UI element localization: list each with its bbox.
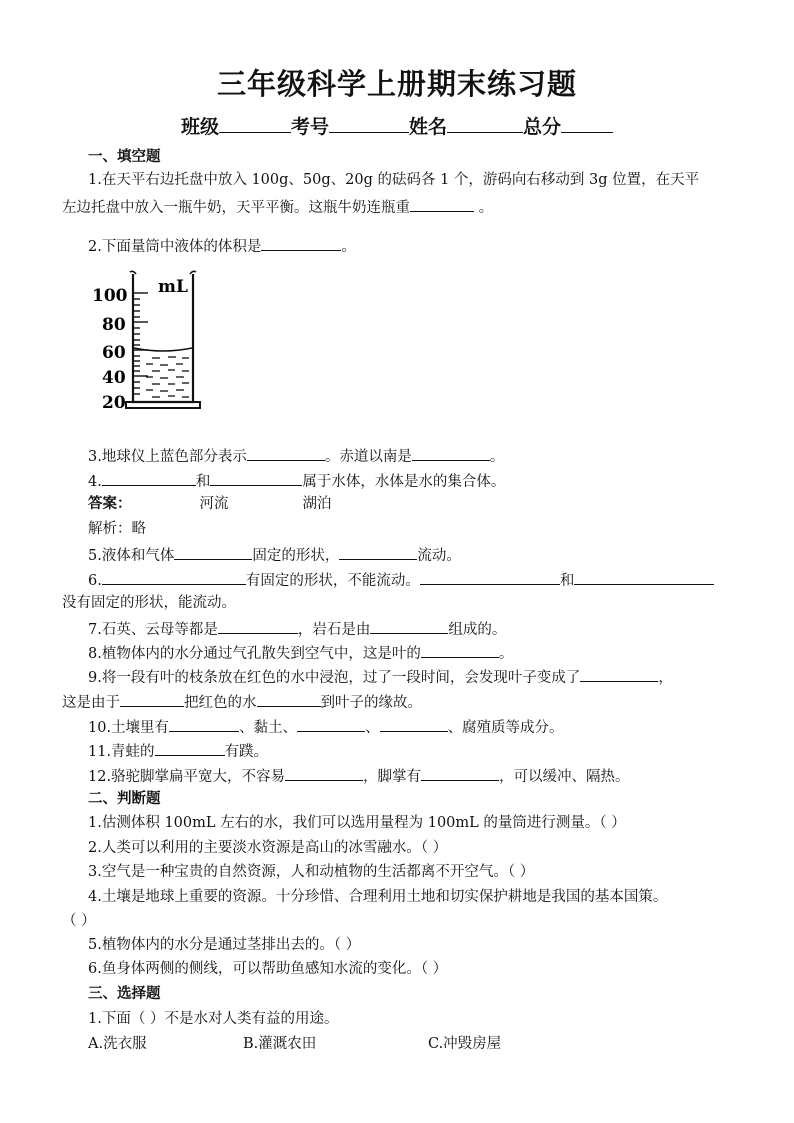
q10-blank-3[interactable] <box>380 715 448 732</box>
score-blank[interactable] <box>561 116 613 133</box>
q9-text-d: 把红色的水 <box>184 695 257 711</box>
class-label: 班级 <box>180 116 219 138</box>
q3-text-c: 。 <box>489 449 505 465</box>
question-11 <box>88 739 268 762</box>
q1-blank[interactable] <box>410 195 474 212</box>
question-5 <box>88 543 461 566</box>
q6-blank-3[interactable] <box>574 568 714 585</box>
q3-blank-1[interactable] <box>247 444 325 461</box>
q12-text-a: 12.骆驼脚掌扁平宽大，不容易 <box>88 769 286 785</box>
judge-question-4-line1: 4.土壤是地球上重要的资源。十分珍惜、合理利用土地和切实保护耕地是我国的基本国策。 <box>88 889 668 905</box>
q8-text-a: 8.植物体内的水分通过气孔散失到空气中，这是叶的 <box>88 646 421 662</box>
q8-text-b: 。 <box>498 646 514 662</box>
q5-text-c: 流动。 <box>417 548 461 564</box>
section-heading-text: 三、选择题 <box>88 986 161 1002</box>
q12-text-b: ，脚掌有 <box>363 769 422 785</box>
question-2 <box>88 234 356 257</box>
q12-text-c: ，可以缓冲、隔热。 <box>499 769 630 785</box>
exam-no-label: 考号 <box>290 116 329 138</box>
choice-question-1: 1.下面（ ）不是水对人类有益的用途。 <box>88 1011 339 1027</box>
tick-label-80: 80 <box>102 315 126 335</box>
q7-blank-1[interactable] <box>218 617 298 634</box>
section-heading-text: 二、判断题 <box>88 791 161 807</box>
q9-blank-1[interactable] <box>580 665 658 682</box>
cylinder-scale-ticks <box>133 293 148 394</box>
q10-text-b: 、黏土、 <box>239 720 298 736</box>
question-9-line2 <box>62 690 422 713</box>
section-heading-choice <box>88 984 161 1004</box>
judge-question-2: 2.人类可以利用的主要淡水资源是高山的冰雪融水。（ ） <box>88 840 448 856</box>
q9-text-b: ， <box>658 670 673 686</box>
q9-text-a: 9.将一段有叶的枝条放在红色的水中浸泡，过了一段时间，会发现叶子变成了 <box>88 670 581 686</box>
q6-text-a: 6. <box>88 573 102 589</box>
answer-line <box>88 494 332 514</box>
q5-text-b: 固定的形状， <box>252 548 340 564</box>
tick-label-40: 40 <box>102 368 126 388</box>
q7-text-b: ，岩石是由 <box>297 622 371 638</box>
q2-text: 2.下面量筒中液体的体积是 <box>88 239 262 255</box>
judge-question-3: 3.空气是一种宝贵的自然资源，人和动植物的生活都离不开空气。（ ） <box>88 864 535 880</box>
class-blank[interactable] <box>219 116 291 133</box>
q8-blank[interactable] <box>421 641 499 658</box>
q9-blank-3[interactable] <box>257 690 321 707</box>
question-8 <box>88 641 513 664</box>
q4-blank-2[interactable] <box>210 469 302 486</box>
student-info-line <box>0 112 794 139</box>
q4-text-c: 属于水体，水体是水的集合体。 <box>302 474 506 490</box>
option-c[interactable]: C.冲毁房屋 <box>428 1036 502 1052</box>
option-b[interactable]: B.灌溉农田 <box>243 1036 317 1052</box>
q9-text-e: 到叶子的缘故。 <box>320 695 422 711</box>
q10-blank-2[interactable] <box>297 715 365 732</box>
judge-question-1: 1.估测体积 100mL 左右的水，我们可以选用量程为 100mL 的量筒进行测量。（ ） <box>88 815 626 831</box>
question-1-line2 <box>62 195 493 218</box>
q11-text-a: 11.青蛙的 <box>88 744 155 760</box>
q11-blank[interactable] <box>155 739 225 756</box>
q9-text-c: 这是由于 <box>62 695 120 711</box>
name-blank[interactable] <box>447 116 523 133</box>
section-heading-judge <box>88 789 161 809</box>
judge-question-4-line2: （ ） <box>62 913 96 929</box>
q10-text-d: 、腐殖质等成分。 <box>447 720 564 736</box>
q12-blank-2[interactable] <box>421 764 499 781</box>
exam-no-blank[interactable] <box>329 116 409 133</box>
q12-blank-1[interactable] <box>285 764 363 781</box>
answer-label: 答案： <box>88 496 132 512</box>
measuring-cylinder-figure <box>90 268 210 438</box>
q5-blank-2[interactable] <box>339 543 417 560</box>
question-3 <box>88 444 504 467</box>
answer-value-1: 河流 <box>199 496 229 512</box>
q2-blank[interactable] <box>261 234 341 251</box>
name-label: 姓名 <box>409 116 448 138</box>
liquid-hatching <box>146 357 189 397</box>
q5-blank-1[interactable] <box>174 543 252 560</box>
question-1-line1: 1.在天平右边托盘中放入 100g、50g、20g 的砝码各 1 个，游码向右移动到 3g 位置，在天平 <box>88 172 700 188</box>
option-a[interactable]: A.洗衣服 <box>88 1036 147 1052</box>
q4-text-a: 4. <box>88 474 102 490</box>
question-10 <box>88 715 564 738</box>
tick-label-60: 60 <box>102 343 126 363</box>
q3-text-b: 。赤道以南是 <box>324 449 412 465</box>
choice-question-1-options <box>88 1034 501 1054</box>
cylinder-unit-label: mL <box>158 277 188 297</box>
section-heading-fill <box>88 147 161 167</box>
q1-text: 左边托盘中放入一瓶牛奶，天平平衡。这瓶牛奶连瓶重 <box>62 200 410 216</box>
question-7 <box>88 617 506 640</box>
q6-blank-1[interactable] <box>102 568 246 585</box>
q4-text-b: 和 <box>195 474 211 490</box>
q7-blank-2[interactable] <box>370 617 448 634</box>
question-6-line2: 没有固定的形状，能流动。 <box>62 595 236 611</box>
page-title: 三年级科学上册期末练习题 <box>216 67 577 101</box>
q7-text-a: 7.石英、云母等都是 <box>88 622 218 638</box>
section-heading-text: 一、填空题 <box>88 149 161 165</box>
q2-end: 。 <box>341 239 356 255</box>
q5-text-a: 5.液体和气体 <box>88 548 175 564</box>
q3-blank-2[interactable] <box>412 444 490 461</box>
q1-end: 。 <box>474 200 494 216</box>
judge-question-6: 6.鱼身体两侧的侧线，可以帮助鱼感知水流的变化。（ ） <box>88 961 448 977</box>
q10-text-c: 、 <box>365 720 380 736</box>
q4-blank-1[interactable] <box>102 469 196 486</box>
judge-question-5: 5.植物体内的水分是通过茎排出去的。（ ） <box>88 937 361 953</box>
answer-value-2: 湖泊 <box>302 496 332 512</box>
q6-text-b: 有固定的形状，不能流动。 <box>245 573 420 589</box>
question-6-line1 <box>88 568 714 591</box>
tick-label-100: 100 <box>92 286 128 306</box>
q6-blank-2[interactable] <box>420 568 560 585</box>
q10-text-a: 10.土壤里有 <box>88 720 170 736</box>
q7-text-c: 组成的。 <box>448 622 507 638</box>
q11-text-b: 有蹼。 <box>224 744 269 760</box>
q6-text-c: 和 <box>559 573 575 589</box>
tick-label-20: 20 <box>102 393 126 413</box>
question-12 <box>88 764 630 787</box>
analysis-line: 解析：略 <box>88 521 146 537</box>
question-4 <box>88 469 505 492</box>
q10-blank-1[interactable] <box>169 715 239 732</box>
q3-text-a: 3.地球仪上蓝色部分表示 <box>88 449 247 465</box>
score-label: 总分 <box>523 116 562 138</box>
q9-blank-2[interactable] <box>120 690 184 707</box>
question-9-line1 <box>88 665 673 688</box>
